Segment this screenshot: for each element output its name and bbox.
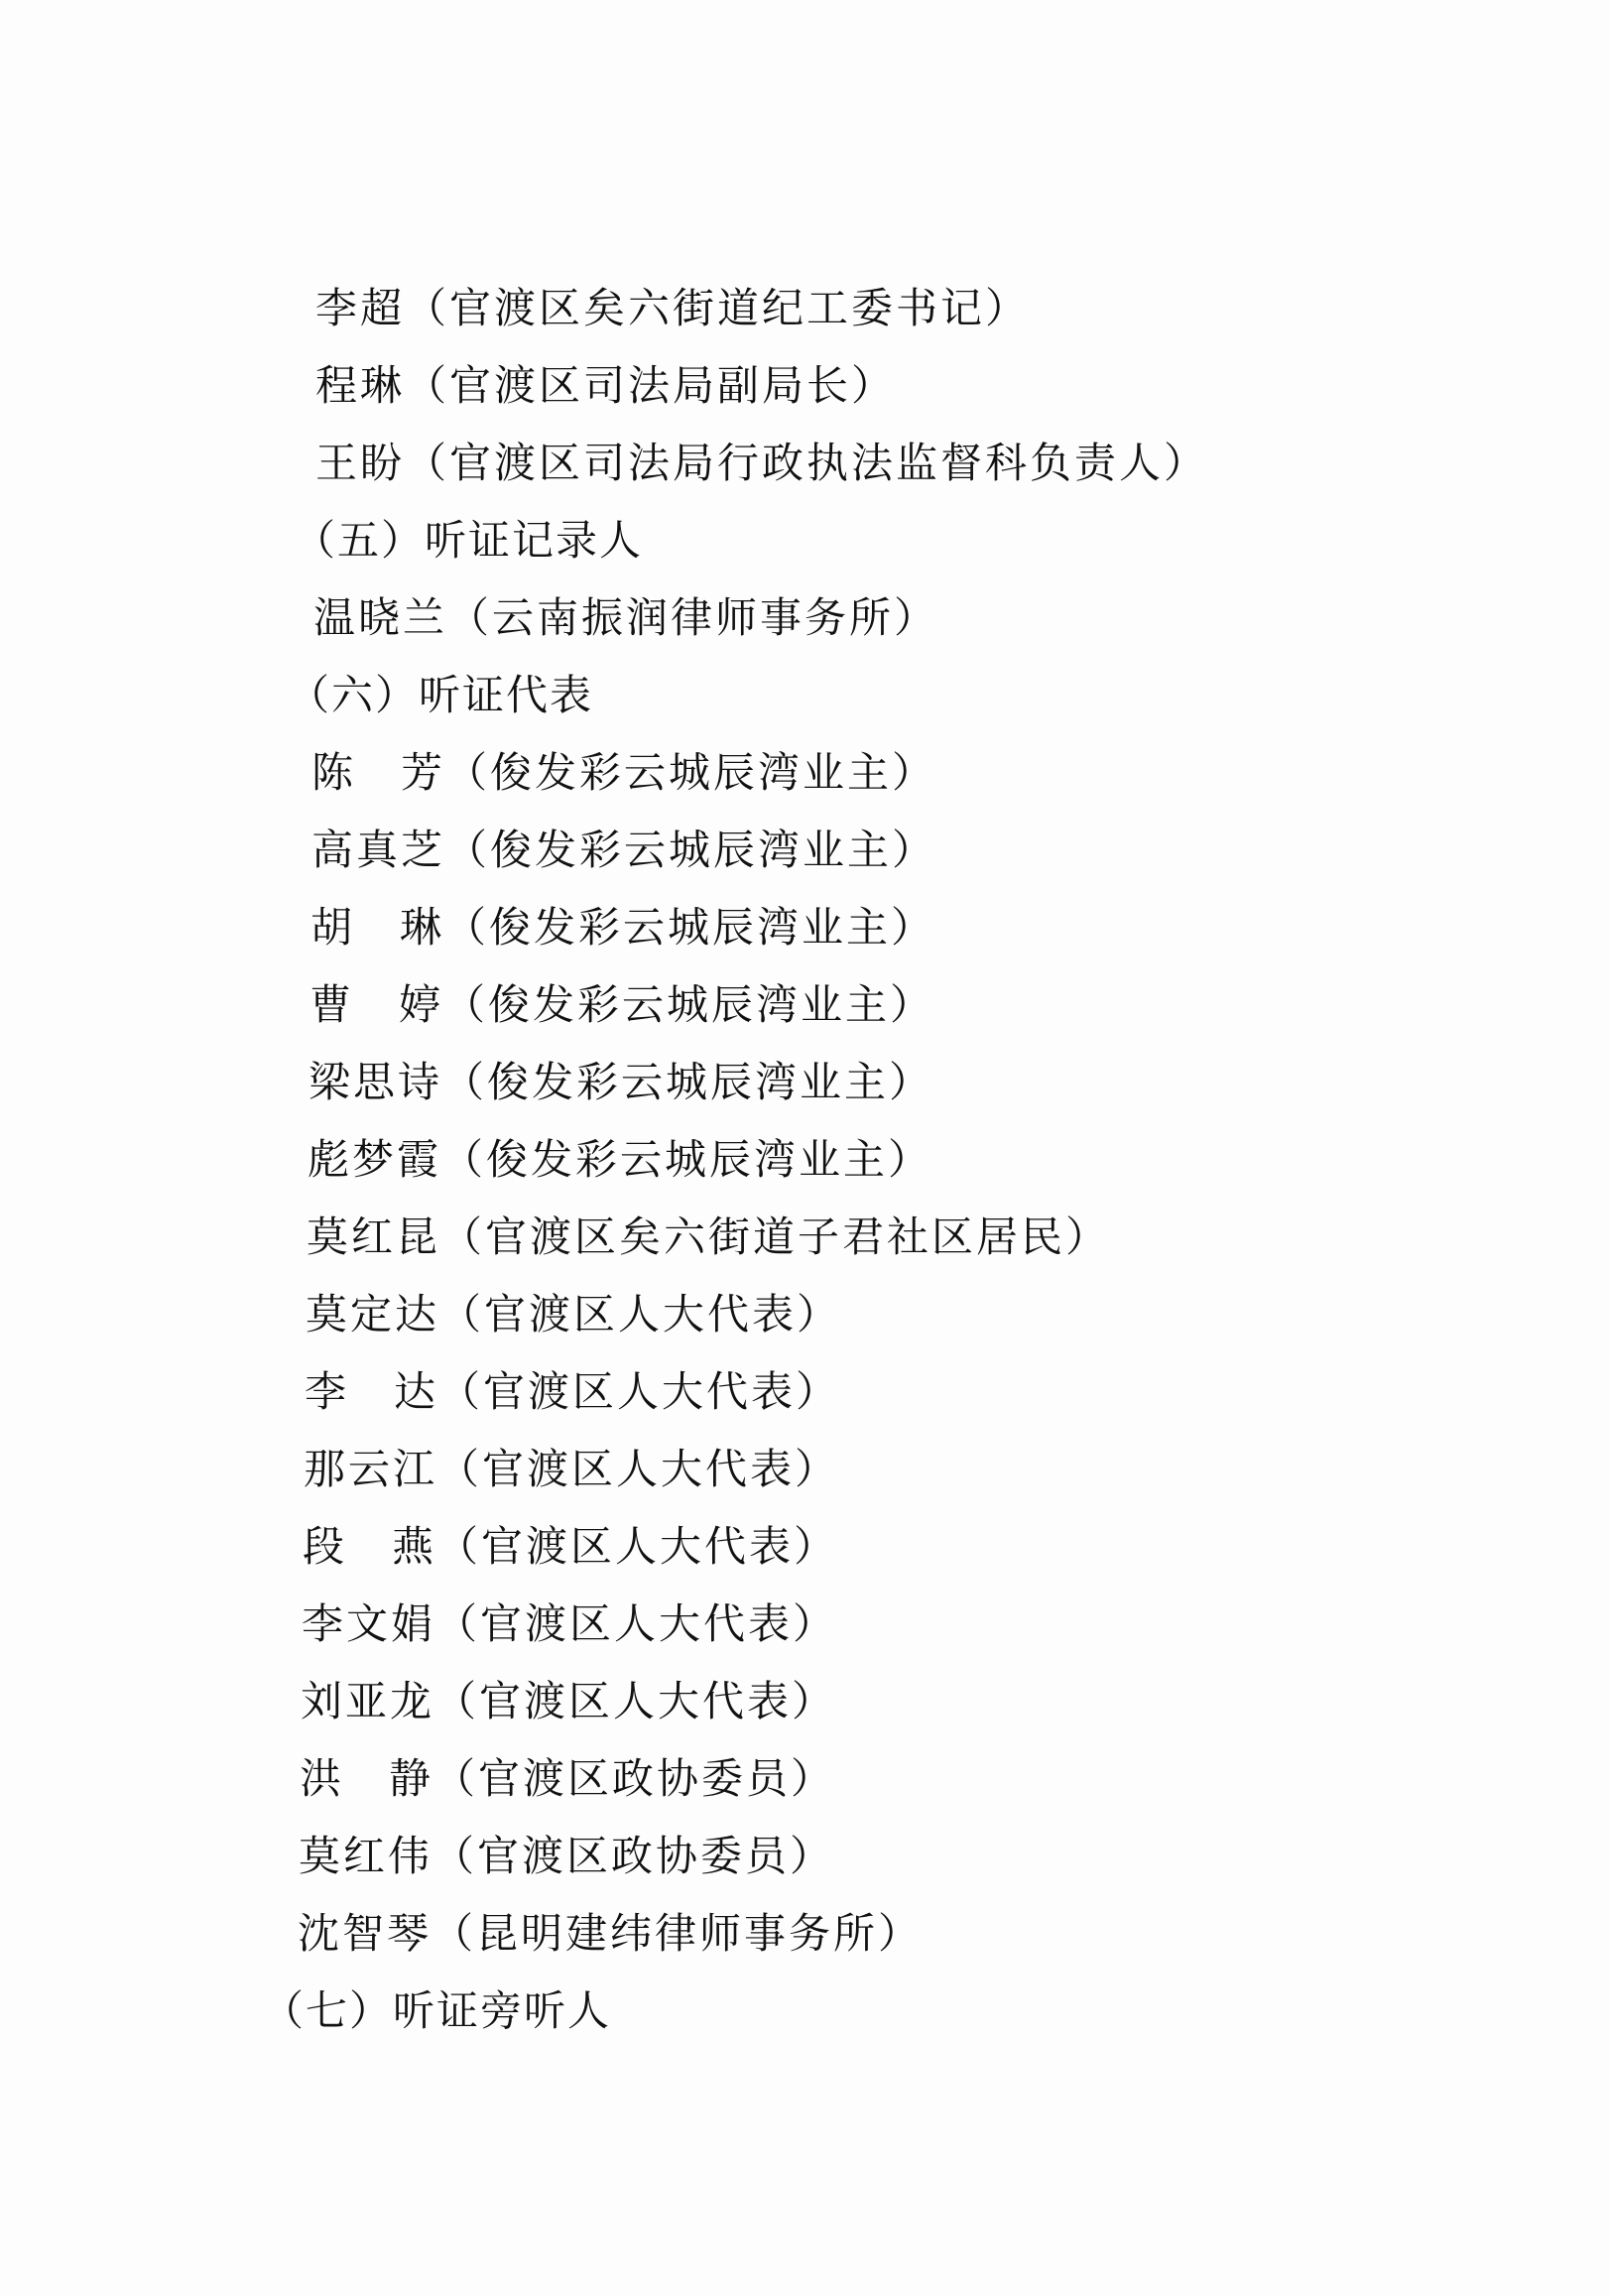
representative-list-item: 高真芝（俊发彩云城辰湾业主） — [311, 826, 937, 874]
representative-list-item: 陈 芳（俊发彩云城辰湾业主） — [311, 748, 937, 797]
representative-list-item: 莫定达（官渡区人大代表） — [306, 1290, 842, 1339]
representative-list-item: 洪 静（官渡区政协委员） — [300, 1754, 836, 1803]
representative-list-item: 彪梦霞（俊发彩云城辰湾业主） — [308, 1135, 933, 1184]
hearing-member-wang-pan: 王盼（官渡区司法局行政执法监督科负责人） — [315, 439, 1209, 487]
representative-list-item: 李文娟（官渡区人大代表） — [302, 1599, 838, 1648]
representative-list-item: 曹 婷（俊发彩云城辰湾业主） — [309, 980, 935, 1029]
representative-list-item: 段 燕（官渡区人大代表） — [303, 1522, 839, 1571]
recorder-wen-xiaolan: 温晓兰（云南振润律师事务所） — [313, 593, 939, 642]
section-heading-recorder: （五）听证记录人 — [294, 516, 644, 565]
representative-list-item: 沈智琴（昆明建纬律师事务所） — [298, 1909, 924, 1958]
representative-list-item: 莫红伟（官渡区政协委员） — [299, 1832, 835, 1880]
hearing-member-li-chao: 李超（官渡区矣六街道纪工委书记） — [315, 284, 1031, 332]
representative-list-item: 那云江（官渡区人大代表） — [304, 1445, 840, 1493]
section-heading-representatives: （六）听证代表 — [288, 671, 594, 719]
representative-list-item: 梁思诗（俊发彩云城辰湾业主） — [309, 1058, 934, 1106]
hearing-member-cheng-lin: 程琳（官渡区司法局副局长） — [315, 361, 897, 410]
section-heading-observers: （七）听证旁听人 — [262, 1986, 612, 2035]
representative-list-item: 莫红昆（官渡区矣六街道子君社区居民） — [307, 1212, 1111, 1261]
representative-list-item: 刘亚龙（官渡区人大代表） — [301, 1677, 837, 1725]
representative-list-item: 胡 琳（俊发彩云城辰湾业主） — [310, 903, 936, 952]
representative-list-item: 李 达（官渡区人大代表） — [305, 1367, 841, 1416]
